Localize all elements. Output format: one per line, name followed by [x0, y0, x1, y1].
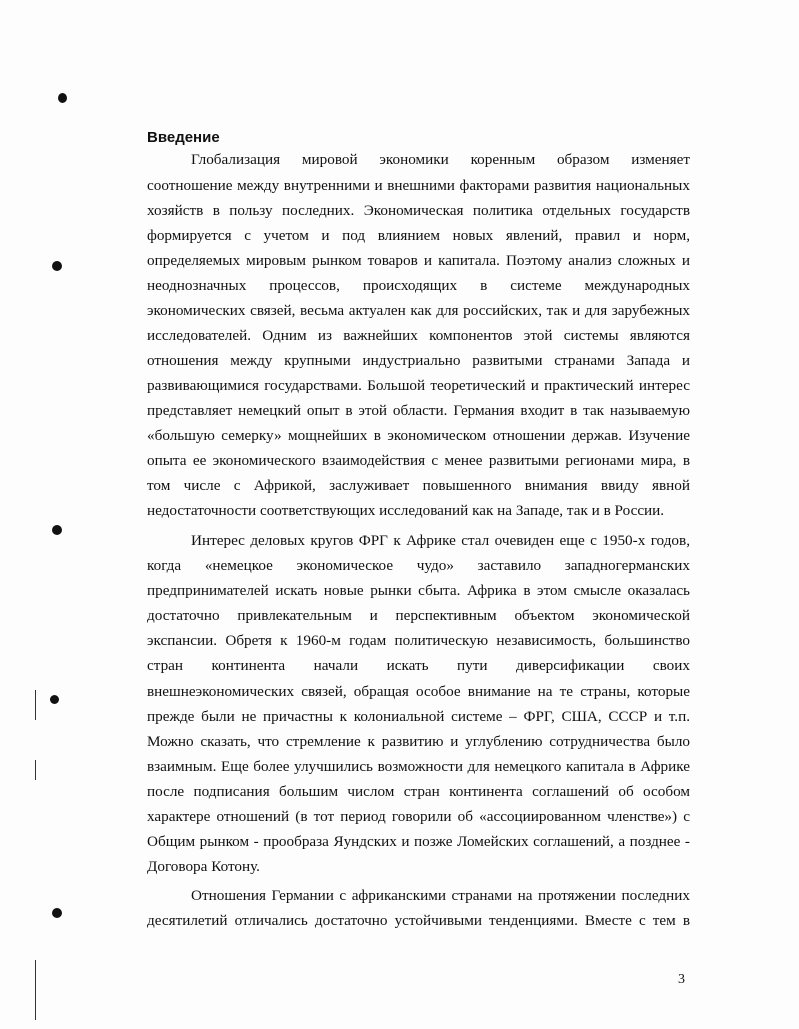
- text-line: том числе с Африкой, заслуживает повышенного внимания ввиду явной: [147, 477, 690, 494]
- scan-edge-line: [35, 690, 36, 720]
- text-line: Отношения Германии с африканскими странами на протяжении последних: [191, 887, 690, 904]
- page-number: 3: [678, 972, 685, 987]
- text-line: неоднозначных процессов, происходящих в системе международных: [147, 277, 690, 294]
- text-line: опыта ее экономического взаимодействия с менее развитыми регионами мира, в: [147, 452, 690, 469]
- text-line: соотношение между внутренними и внешними факторами развития национальных: [147, 177, 690, 194]
- text-line: Общим рынком - прообраза Яундских и позже Ломейских соглашений, а позднее -: [147, 833, 690, 850]
- text-line: внешнеэкономических связей, обращая особое внимание на те страны, которые: [147, 683, 690, 700]
- text-line: недостаточности соответствующих исследований как на Западе, так и в России.: [147, 502, 665, 519]
- text-line: «большую семерку» мощнейших в экономическом отношении держав. Изучение: [147, 427, 690, 444]
- text-line: представляет немецкий опыт в этой области. Германия входит в так называемую: [147, 402, 690, 419]
- text-line: взаимным. Еще более улучшились возможности для немецкого капитала в Африке: [147, 758, 690, 775]
- text-line: отношения между крупными индустриально развитыми странами Запада и: [147, 352, 690, 369]
- binder-hole-mark: [52, 908, 62, 918]
- section-heading: Введение: [147, 129, 220, 146]
- text-line: стран континента начали искать пути диверсификации своих: [147, 657, 690, 674]
- scan-edge-line: [35, 960, 36, 1020]
- scan-edge-line: [35, 760, 36, 780]
- binder-hole-mark: [52, 525, 62, 535]
- binder-hole-mark: [58, 93, 67, 103]
- text-line: исследователей. Одним из важнейших компонентов этой системы являются: [147, 327, 690, 344]
- text-line: достаточно привлекательным и перспективным объектом экономической: [147, 607, 690, 624]
- text-line: после подписания большим числом стран континента соглашений об особом: [147, 783, 690, 800]
- text-line: хозяйств в пользу последних. Экономическая политика отдельных государств: [147, 202, 690, 219]
- text-line: формируется с учетом и под влиянием новых явлений, правил и норм,: [147, 227, 690, 244]
- text-line: прежде были не причастны к колониальной системе – ФРГ, США, СССР и т.п.: [147, 708, 690, 725]
- text-line: Интерес деловых кругов ФРГ к Африке стал очевиден еще с 1950-х годов,: [191, 532, 690, 549]
- binder-hole-mark: [50, 695, 59, 704]
- text-line: определяемых мировым рынком товаров и капитала. Поэтому анализ сложных и: [147, 252, 690, 269]
- text-line: экспансии. Обретя к 1960-м годам политическую независимость, большинство: [147, 632, 690, 649]
- text-line: Договора Котону.: [147, 858, 260, 875]
- text-line: развивающимися государствами. Большой теоретический и практический интерес: [147, 377, 690, 394]
- binder-hole-mark: [52, 261, 62, 271]
- text-line: Глобализация мировой экономики коренным образом изменяет: [191, 151, 690, 168]
- text-line: предпринимателей искать новые рынки сбыта. Африка в этом смысле оказалась: [147, 582, 690, 599]
- text-line: Можно сказать, что стремление к развитию и углублению сотрудничества было: [147, 733, 690, 750]
- text-line: десятилетий отличались достаточно устойчивыми тенденциями. Вместе с тем в: [147, 912, 690, 929]
- text-line: характере отношений (в тот период говорили об «ассоциированном членстве») с: [147, 808, 690, 825]
- text-line: экономических связей, весьма актуален как для российских, так и для зарубежных: [147, 302, 690, 319]
- text-line: когда «немецкое экономическое чудо» заставило западногерманских: [147, 557, 690, 574]
